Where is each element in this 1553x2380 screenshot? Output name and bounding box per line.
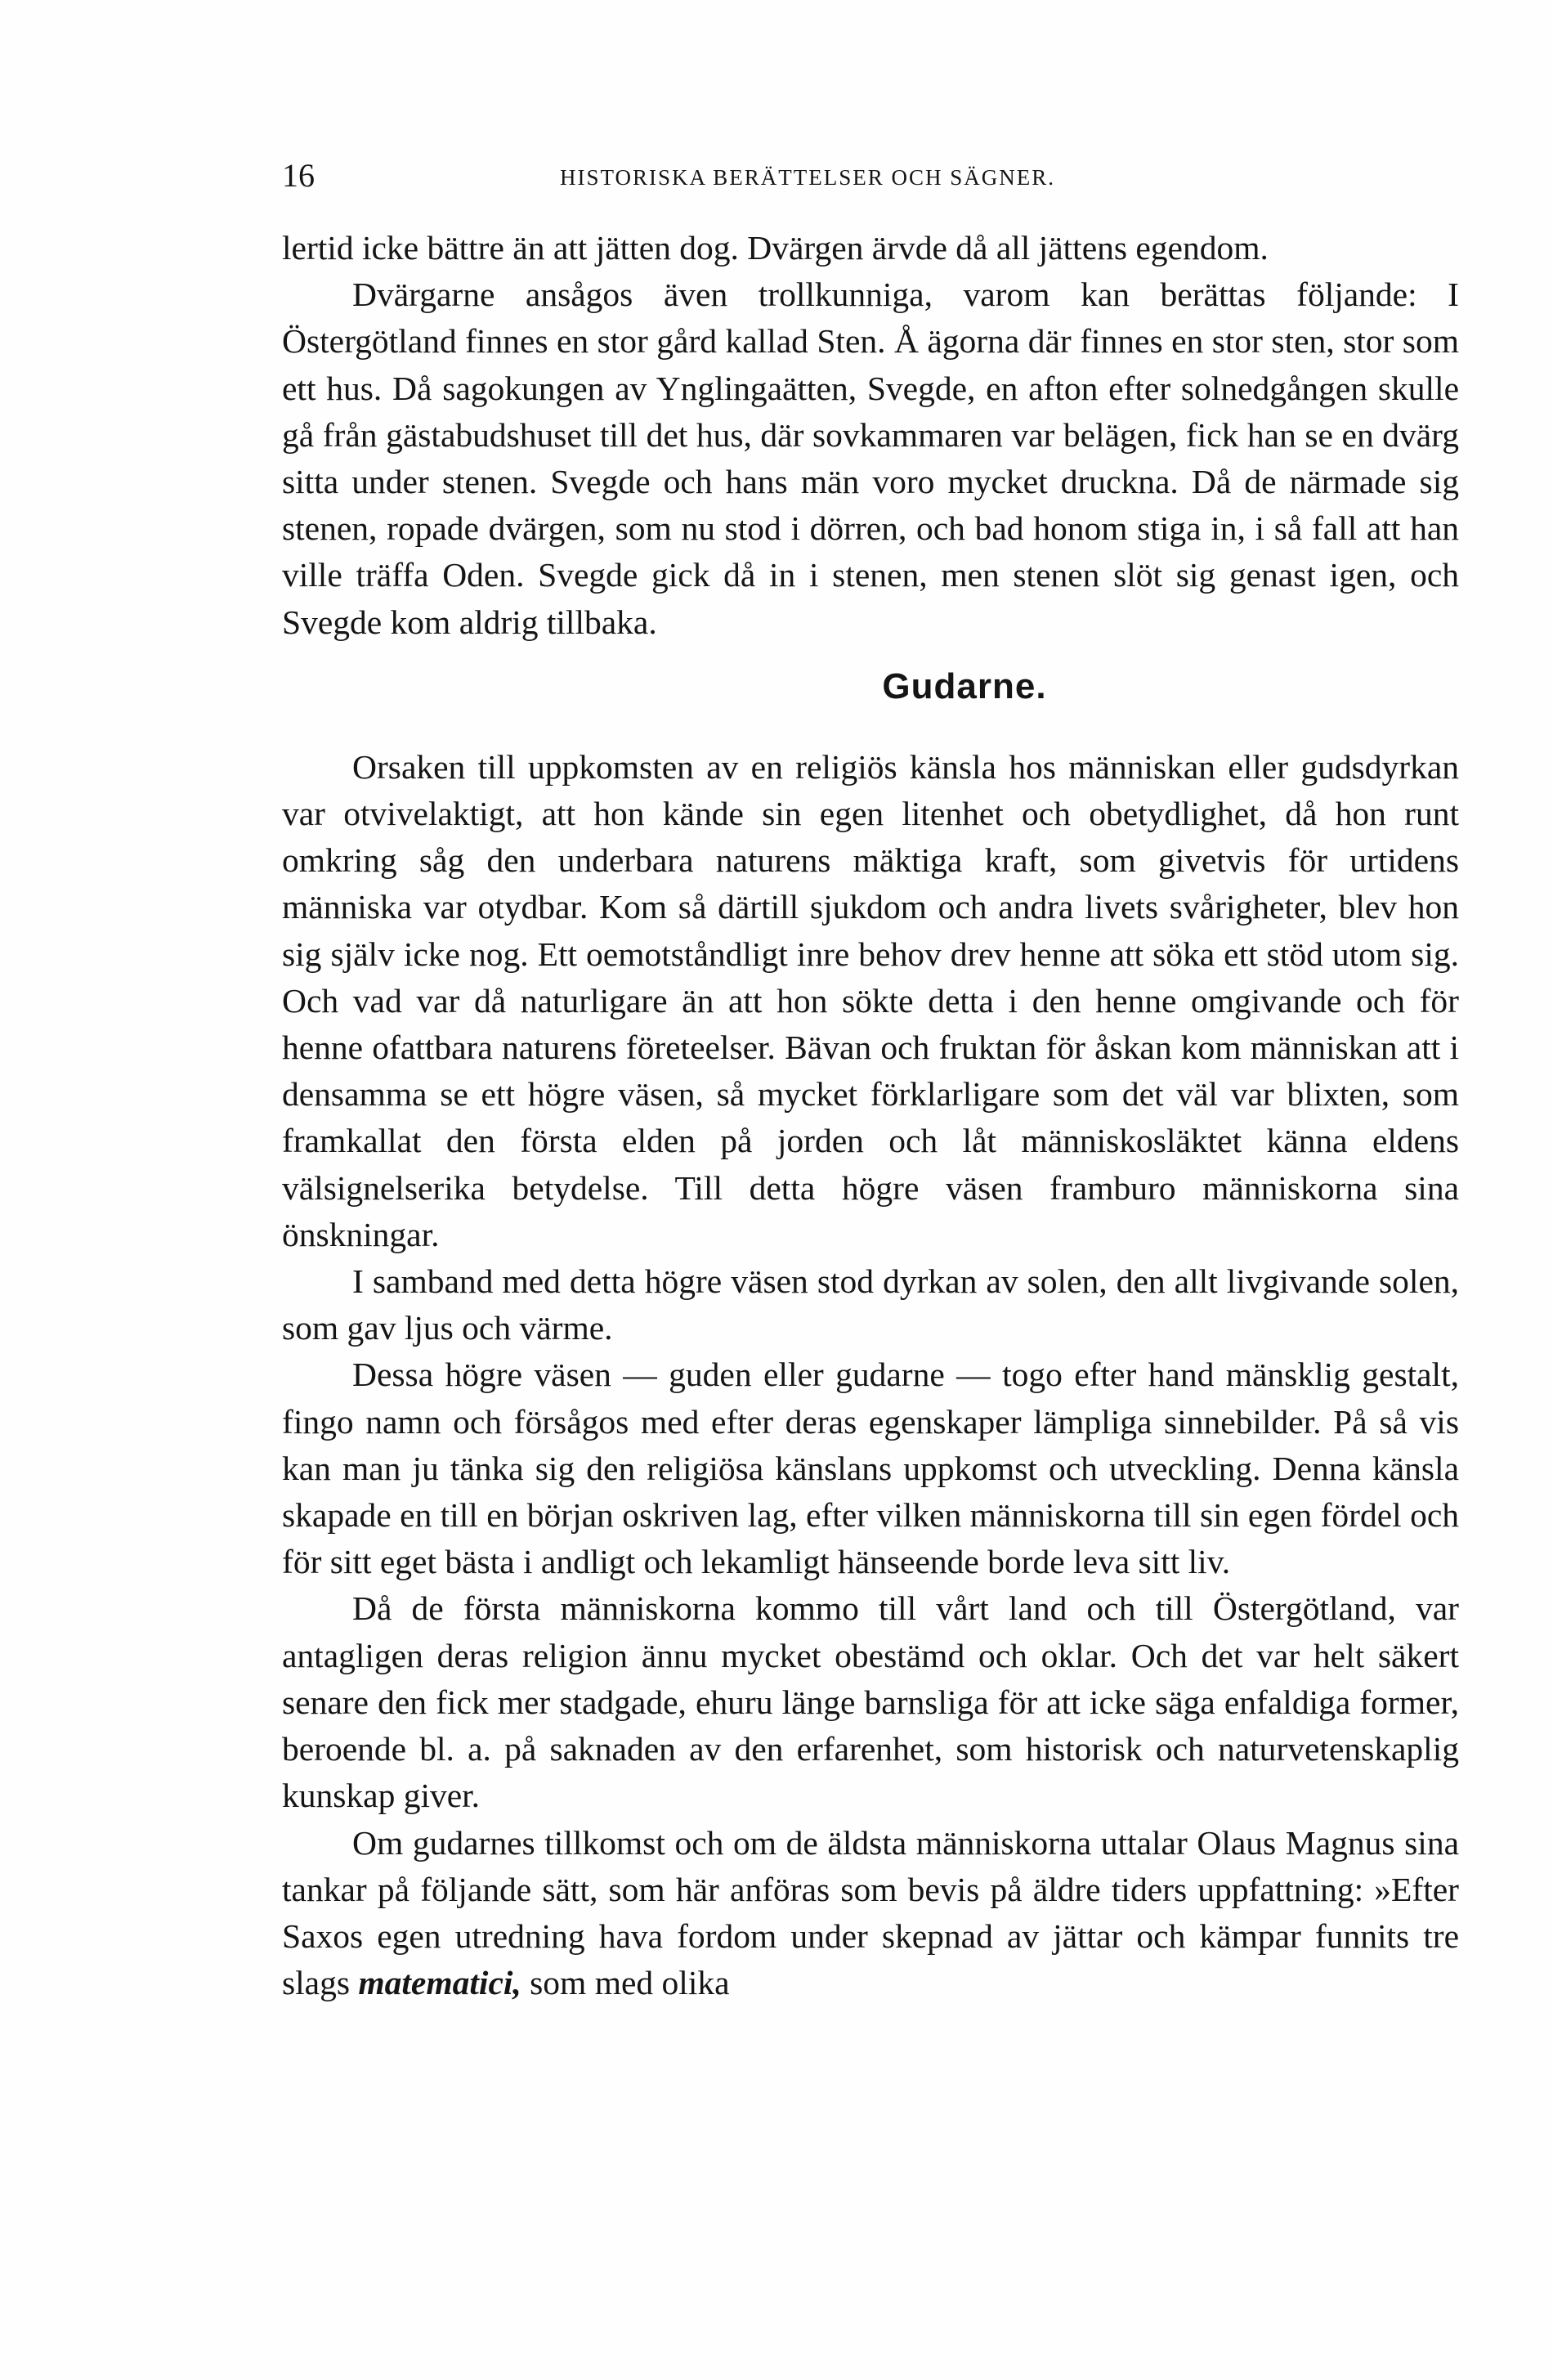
olaus-text-end: som med olika (521, 1964, 730, 2002)
section-heading-text: Gudarne. (882, 666, 1047, 706)
paragraph-human-form: Dessa högre väsen — guden eller gudarne — togo efter hand mänsklig gestalt, fingo namn och försågos med efter deras egenskaper lämpliga sinnebilder. På så vis kan man ju tänka sig den religiösa känslans uppkomst och utveckling. Denna känsla skapade en till en början oskriven lag, efter vilken människorna till sin egen fördel och för sitt eget bästa i andligt och lekamligt hänseende borde leva sitt liv. (282, 1356, 1459, 1581)
paragraph-sun-worship: I samband med detta högre väsen stod dyrkan av solen, den allt livgivande solen, som gav ljus och värme. (282, 1262, 1459, 1347)
running-head (282, 155, 1459, 196)
paragraph-first-people: Då de första människorna kommo till vårt land och till Östergötland, var antagligen deras religion ännu mycket obestämd och oklar. Och det var helt säkert senare den fick mer stadgade, ehuru länge barnsliga för att icke säga enfaldiga former, beroende bl. a. på saknaden av den erfarenhet, som historisk och naturvetenskaplig kunskap giver. (282, 1589, 1459, 1815)
section-heading (282, 646, 1459, 744)
paragraph-olaus-magnus (282, 1820, 1459, 2007)
running-head-title: HISTORISKA BERÄTTELSER OCH SÄGNER. (560, 165, 1056, 190)
paragraph-origin-religion: Orsaken till uppkomsten av en religiös känsla hos människan eller gudsdyrkan var otvivelaktigt, att hon kände sin egen litenhet och obetydlighet, då hon runt omkring såg den underbara naturens mäktiga kraft, som givetvis för urtidens människa var otydbar. Kom så därtill sjukdom och andra livets svårigheter, blev hon sig själv icke nog. Ett oemotståndligt inre behov drev henne att söka ett stöd utom sig. Och vad var då naturligare än att hon sökte detta i den henne omgivande och för henne ofattbara naturens företeelser. Bävan och fruktan för åskan kom människan att i densamma se ett högre väsen, så mycket förklarligare som det väl var blixten, som framkallat den första elden på jorden och låt människosläktet känna eldens välsignelserika betydelse. Till detta högre väsen framburo människorna sina önskningar. (282, 747, 1459, 1253)
body-text (282, 225, 1459, 2006)
page-number: 16 (282, 157, 315, 194)
paragraph-dwarf-story: Dvärgarne ansågos även trollkunniga, varom kan berättas följande: I Östergötland finnes en stor gård kallad Sten. Å ägorna där finnes en stor sten, stor som ett hus. Då sagokungen av Ynglingaätten, Svegde, en afton efter solnedgången skulle gå från gästabudshuset till det hus, där sovkammaren var belägen, fick han se en dvärg sitta under stenen. Svegde och hans män voro mycket druckna. Då de närmade sig stenen, ropade dvärgen, som nu stod i dörren, och bad honom stiga in, i så fall att han ville träffa Oden. Svegde gick då in i stenen, men stenen slöt sig genast igen, och Svegde kom aldrig tillbaka. (282, 276, 1459, 641)
olaus-text-start: Om gudarnes tillkomst och om de äldsta människorna uttalar Olaus Magnus sina tankar på följande sätt, som här anföras som bevis på äldre tiders uppfattning: »Efter Saxos egen utredning hava fordom under skepnad av jättar och kämpar funnits tre slags (282, 1823, 1459, 2002)
latin-term: matematici, (358, 1964, 521, 2002)
paragraph-continued: lertid icke bättre än att jätten dog. Dvärgen ärvde då all jättens egendom. (282, 229, 1269, 267)
